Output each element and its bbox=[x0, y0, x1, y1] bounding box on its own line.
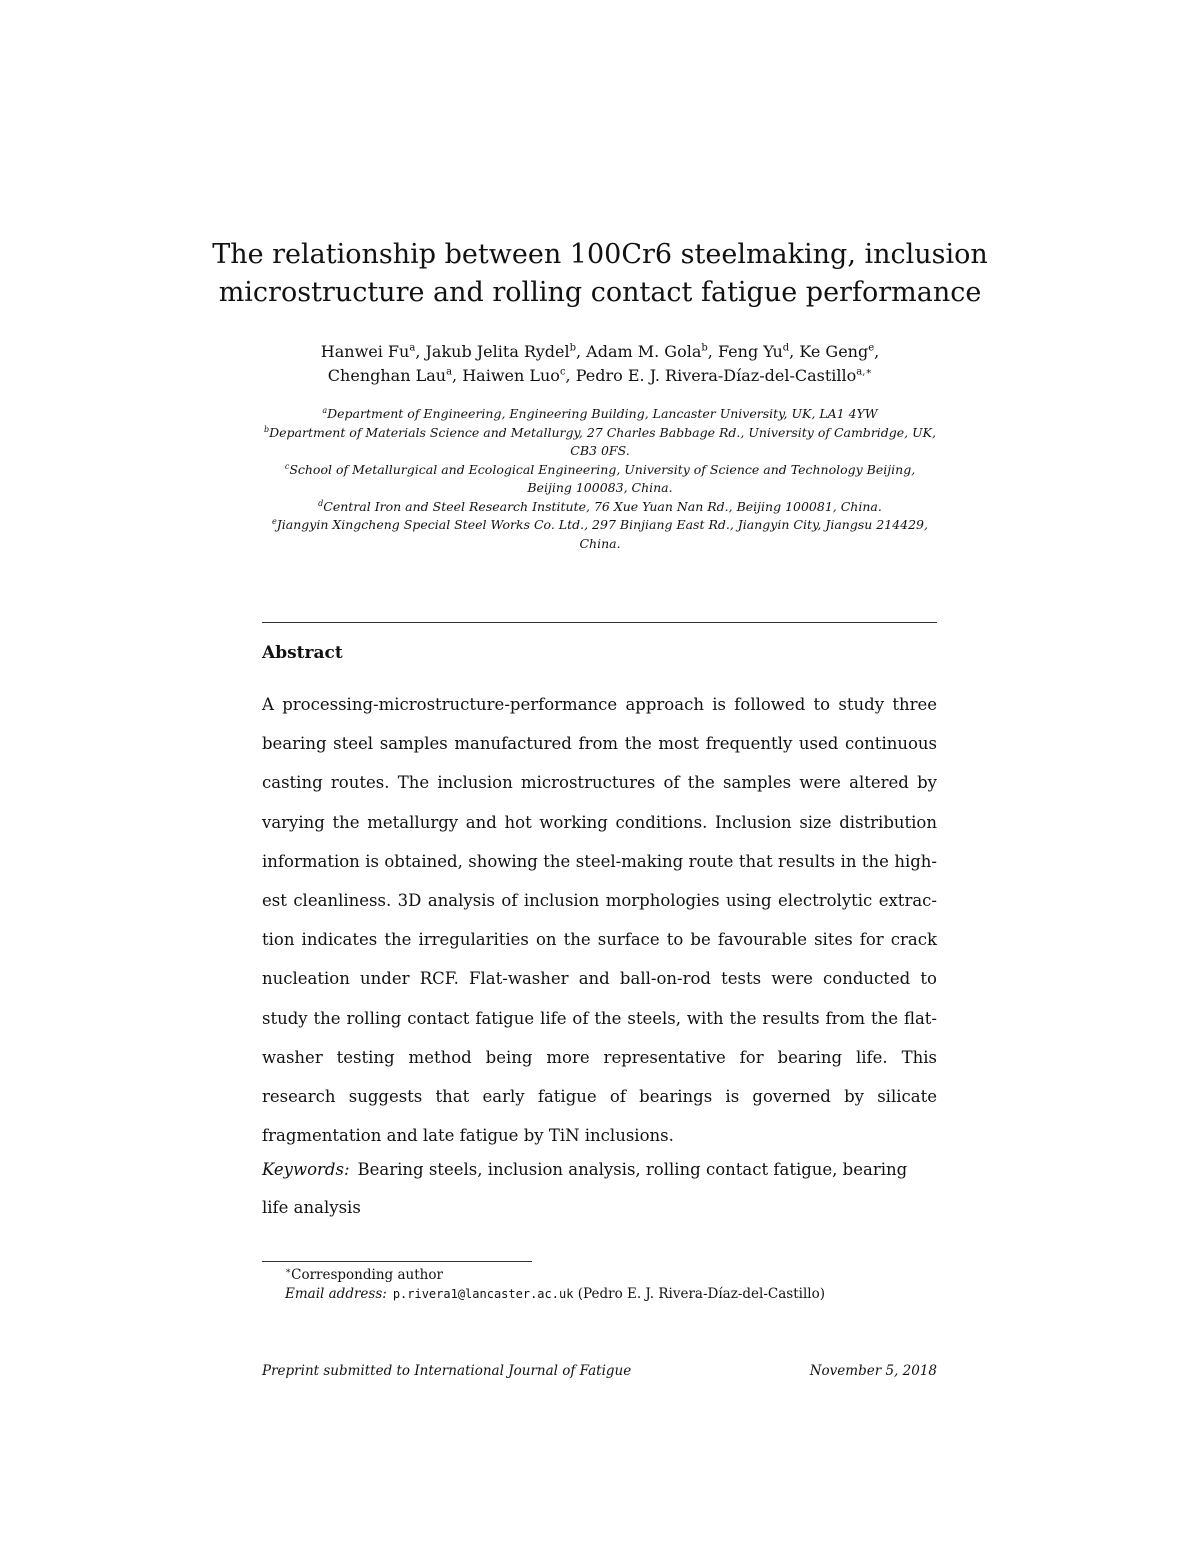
author-separator: , bbox=[874, 342, 880, 361]
keywords-label: Keywords: bbox=[262, 1160, 350, 1179]
author-separator: , bbox=[707, 342, 718, 361]
author-separator: , bbox=[415, 342, 426, 361]
footnotes bbox=[285, 1266, 945, 1304]
author bbox=[799, 342, 879, 361]
affiliation bbox=[262, 405, 938, 424]
author bbox=[576, 366, 872, 385]
affiliation-text: School of Metallurgical and Ecological Engineering, University of Science and Technology Beijing, Beijing 100083, China. bbox=[289, 461, 916, 495]
keywords bbox=[262, 1151, 927, 1226]
affiliation-text: Jiangyin Xingcheng Special Steel Works Co. Ltd., 297 Binjiang East Rd., Jiangyin City, Jiangsu 214429, China. bbox=[276, 517, 928, 551]
footer-journal: Preprint submitted to International Journal of Fatigue bbox=[262, 1363, 632, 1379]
affiliation-text: Department of Materials Science and Metallurgy, 27 Charles Babbage Rd., University of Cambridge, UK, CB3 0FS. bbox=[269, 424, 936, 458]
paper-title-line-2: microstructure and rolling contact fatigue performance bbox=[218, 277, 982, 308]
author-separator: , bbox=[575, 342, 587, 361]
author-affiliation-mark: c bbox=[559, 366, 566, 378]
affiliation bbox=[262, 498, 938, 517]
paper-title bbox=[200, 236, 1000, 312]
author bbox=[328, 366, 462, 385]
author-name: Haiwen Luo bbox=[462, 366, 560, 385]
email-address-link[interactable]: p.rivera1@lancaster.ac.uk bbox=[392, 1287, 574, 1301]
author bbox=[321, 342, 426, 361]
author-affiliation-mark: b bbox=[569, 342, 576, 354]
author-list bbox=[200, 340, 1000, 388]
affiliation-mark: c bbox=[284, 461, 290, 471]
author-name: Feng Yu bbox=[717, 342, 783, 361]
email-owner: (Pedro E. J. Rivera-Díaz-del-Castillo) bbox=[577, 1286, 825, 1302]
author-affiliation-mark: b bbox=[701, 342, 708, 354]
author bbox=[586, 342, 718, 361]
author bbox=[718, 342, 799, 361]
affiliation bbox=[262, 461, 938, 498]
author-separator: , bbox=[789, 342, 800, 361]
affiliation-mark: d bbox=[318, 498, 324, 508]
corresponding-author-note bbox=[285, 1266, 945, 1285]
keywords-text: Bearing steels, inclusion analysis, rolling contact fatigue, bearing life analysis bbox=[262, 1160, 908, 1217]
affiliation-mark: a bbox=[322, 405, 328, 415]
footer-date: November 5, 2018 bbox=[809, 1363, 937, 1379]
author bbox=[425, 342, 586, 361]
abstract-heading: Abstract bbox=[262, 643, 343, 663]
author-name: Hanwei Fu bbox=[320, 342, 410, 361]
paper-title-line-1: The relationship between 100Cr6 steelmaking, inclusion bbox=[212, 239, 988, 270]
affiliation bbox=[262, 516, 938, 553]
author-affiliation-mark: e bbox=[868, 342, 875, 354]
email-note bbox=[285, 1285, 945, 1304]
author-name: Adam M. Gola bbox=[586, 342, 702, 361]
author-affiliation-mark: a bbox=[409, 342, 416, 354]
affiliation bbox=[262, 424, 938, 461]
author-affiliation-mark: a bbox=[446, 366, 453, 378]
author-name: Jakub Jelita Rydel bbox=[425, 342, 570, 361]
corresponding-text: Corresponding author bbox=[291, 1267, 443, 1283]
abstract-body: A processing-microstructure-performance approach is followed to study three bearing steel samples manufactured from the most frequently used continuous casting routes. The inclusion microstructures of the samples were altered by varying the metallurgy and hot working conditions. Inclusion size distribution information is obtained, showing the steel-making route that results in the highest cleanliness. 3D analysis of inclusion morphologies using electrolytic extraction indicates the irregularities on the surface to be favourable sites for crack nucleation under RCF. Flat-washer and ball-on-rod tests were conducted to study the rolling contact fatigue life of the steels, with the results from the flatwasher testing method being more representative for bearing life. This research suggests that early fatigue of bearings is governed by silicate fragmentation and late fatigue by TiN inclusions. bbox=[262, 695, 937, 1146]
author-name: Chenghan Lau bbox=[327, 366, 447, 385]
author-name: Ke Geng bbox=[799, 342, 869, 361]
corresponding-mark: ∗ bbox=[285, 1266, 292, 1277]
author-separator: , bbox=[565, 366, 576, 385]
email-label: Email address: bbox=[285, 1286, 387, 1302]
affiliation-text: Department of Engineering, Engineering Building, Lancaster University, UK, LA1 4YW bbox=[327, 406, 878, 421]
abstract-top-rule bbox=[262, 622, 937, 623]
author-name: Pedro E. J. Rivera-Díaz-del-Castillo bbox=[575, 366, 857, 385]
author-affiliation-mark: a,∗ bbox=[856, 366, 873, 378]
affiliation-text: Central Iron and Steel Research Institute, 76 Xue Yuan Nan Rd., Beijing 100081, China. bbox=[323, 498, 882, 514]
author-separator: , bbox=[452, 366, 463, 385]
affiliation-mark: e bbox=[272, 516, 277, 526]
affiliation-list bbox=[262, 405, 938, 553]
footnote-rule bbox=[262, 1261, 532, 1262]
author-affiliation-mark: d bbox=[782, 342, 790, 354]
page-footer bbox=[262, 1363, 937, 1379]
author bbox=[462, 366, 576, 385]
affiliation-mark: b bbox=[264, 424, 270, 434]
